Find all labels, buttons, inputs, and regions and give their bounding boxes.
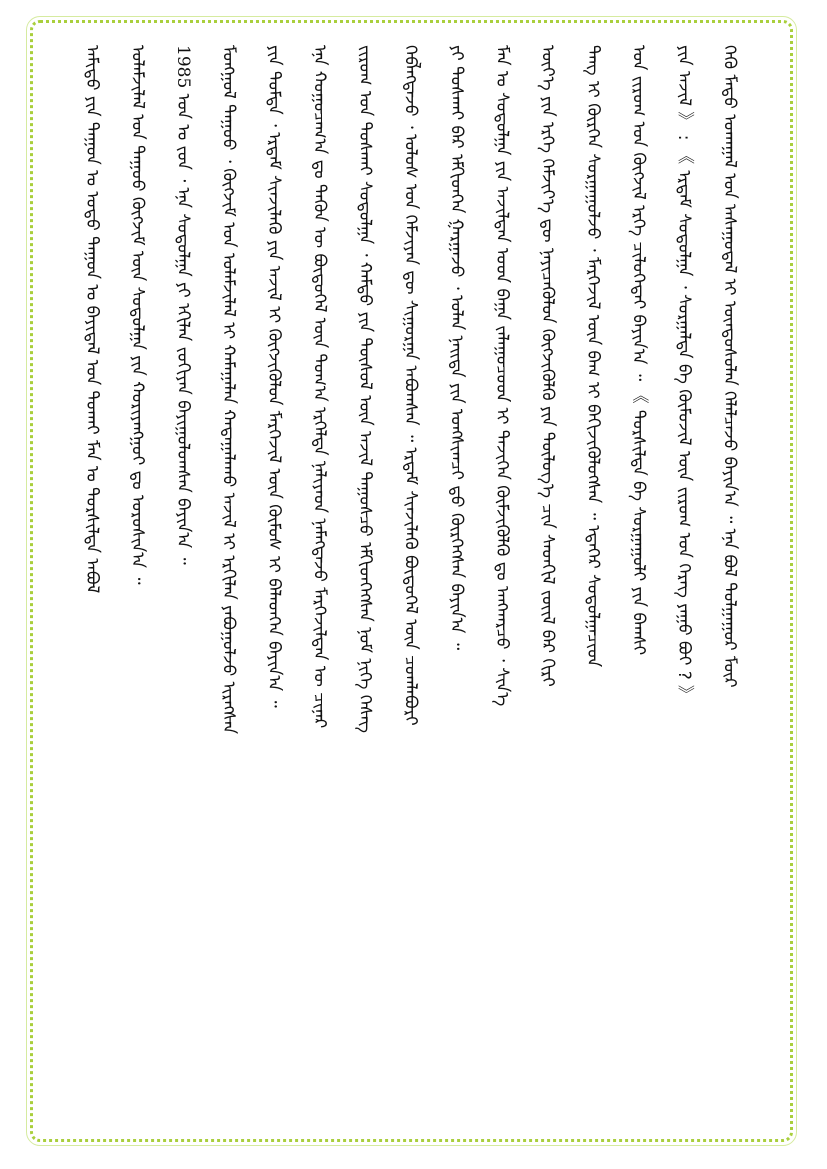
- text-column-13: ᠤᠨ ᠵᠢᠷᠤᠭ ᠤᠨ ᠬᠥᠭᠵᠢᠯ ᠡᠷᠬᠡ ᠴᠢᠯᠥᠭᠡᠲᠡᠢ ᠪᠠᠶᠢᠨ᠎ᠠ ᠃ 《 ᠲᠤᠷᠰᠢᠯᠲᠠ ᠪᠠ ᠰᠤᠷᠭᠠᠭᠤᠯᠢ ᠶᠢᠨ ᠪᠠᠭᠰᠢ: [628, 45, 649, 656]
- text-column-7: ᠵᠢᠷᠤᠭ ᠤᠨ ᠲᠤᠰᠬᠠᠢ ᠰᠤᠳᠤᠯᠭᠠ ᠂ ᠬᠠᠮᠲᠤ ᠶᠢᠨ ᠲᠥᠰᠥᠯ ᠦᠨ ᠠᠵᠢᠯ ᠳᠠᠭᠤᠰᠴᠤ ᠡᠮᠬᠢᠳᠬᠡᠭᠰᠡᠨ ᠨᠣᠮ ᠨᠢᠭᠡ ᠬᠡᠰᠡᠭ: [355, 45, 376, 734]
- text-column-14: ᠶᠢᠨ ᠠᠵᠢᠯ 》 : 《 ᠡᠷᠳᠡᠮ ᠰᠤᠳᠤᠯᠭᠠ ᠂ ᠰᠤᠷᠭᠠᠯᠲᠠ ᠪᠠ ᠬᠦᠮᠦᠵᠢᠯ ᠦᠨ ᠵᠢᠷᠤᠭ ᠤᠨ ᠬᠡᠷᠡᠭ ᠶᠠᠭᠤ ᠪᠤᠢ ? 》: [673, 45, 694, 703]
- text-column-6: ᠡᠨᠡ ᠬᠤᠭᠤᠴᠠᠭ᠎ᠠ ᠳᠤ ᠲᠡᠭᠦᠨ ᠦ ᠪᠦᠲᠦᠭᠡᠯ ᠦᠨ ᠲᠣᠭ᠎ᠠ ᠡᠷᠭᠡᠯᠲᠡ ᠨᠡᠯᠢᠶᠡᠳ ᠨᠡᠮᠡᠭᠳᠡᠵᠦ ᠮᠡᠷᠭᠡᠵᠢᠯᠲᠡᠨ ᠦ ᠴᠢᠨᠠᠷ: [309, 45, 330, 729]
- text-column-5: ᠶᠢᠨ ᠳᠤᠮᠳᠠ ᠂ ᠡᠷᠳᠡᠮ ᠰᠢᠨᠵᠢᠯᠡᠬᠦ ᠶᠢᠨ ᠠᠵᠢᠯ ᠢ ᠬᠥᠭᠵᠢᠭᠦᠯᠦᠨ ᠮᠡᠷᠭᠡᠵᠢᠯ ᠦᠨ ᠬᠦᠮᠦᠰ ᠢ ᠪᠡᠯᠡᠳᠬᠡᠨ ᠪᠠᠶᠢᠨ᠎ᠠ ᠃: [264, 45, 285, 708]
- text-column-10: ᠮᠠᠨ ᠤ ᠰᠤᠳᠤᠯᠭᠠ ᠶᠢᠨ ᠠᠵᠢᠯᠲᠠᠨ ᠤᠳ ᠪᠠᠭᠠ ᠵᠠᠯᠠᠭᠤᠴᠤᠳ ᠢ ᠲᠡᠵᠢᠭᠡᠨ ᠬᠥᠮᠵᠢᠭᠦᠯᠬᠦ ᠳᠤ ᠠᠩᠬᠠᠷᠴᠤ ᠂ ᠰᠢᠨ᠎ᠡ: [491, 45, 512, 707]
- text-column-15: ᠭᠡᠬᠦ ᠮᠡᠲᠦ ᠤᠬᠠᠭᠠᠯ ᠤᠨ ᠠᠰᠠᠭᠤᠳᠠᠯ ᠢ ᠦᠨᠳᠦᠰᠦᠯᠡᠨ ᠬᠡᠯᠡᠯᠴᠡᠵᠦ ᠪᠠᠶᠢᠨ᠎ᠠ ᠃ ᠡᠨᠡ ᠪᠣᠯ ᠲᠤᠯᠭᠠᠭᠤᠷ ᠮᠥᠷ: [719, 45, 740, 688]
- text-column-9: ᠶᠢ ᠲᠤᠰᠬᠠᠢ ᠪᠠᠷ ᠡᠮᠬᠢᠳᠬᠡᠨ ᠭᠠᠷᠭᠠᠵᠤ ᠂ ᠣᠯᠠᠨ ᠨᠡᠢᠲᠡ ᠶᠢᠨ ᠤᠩᠰᠢᠭᠴᠢ ᠳ᠋ᠤ ᠬᠦᠷᠭᠡᠭᠰᠡᠨ ᠪᠠᠶᠢᠨ᠎ᠠ ᠃: [446, 45, 467, 651]
- text-column-4: ᠮᠣᠩᠭᠤᠯ ᠳᠠᠭᠤᠤ ᠂ ᠬᠥᠭᠵᠢᠮ ᠤᠨ ᠤᠯᠠᠮᠵᠢᠯᠠᠯ ᠢ ᠬᠠᠮᠠᠭᠠᠯᠠᠨ ᠬᠠᠳᠠᠭᠠᠯᠠᠬᠤ ᠠᠵᠢᠯ ᠢ ᠡᠷᠬᠢᠯᠡᠨ ᠶᠠᠪᠤᠭᠤᠯᠵᠤ ᠢᠷᠡᠭᠰᠡᠨ: [218, 45, 239, 735]
- text-column-12: ᠲᠡᠩ ᠢ ᠬᠦᠷᠭᠡᠨ ᠰᠤᠷᠭᠠᠭᠤᠯᠵᠤ ᠂ ᠮᠡᠷᠭᠡᠵᠢᠯ ᠦᠨ ᠪᠠᠭ ᠢ ᠪᠡᠬᠢᠵᠢᠭᠦᠯᠦᠭᠰᠡᠨ ᠃ ᠡᠳᠡᠭᠡᠷ ᠰᠤᠳᠤᠯᠭᠠᠴᠢᠳ: [582, 45, 603, 668]
- text-column-3: 1985 ᠣᠨ ᠤ ᠵᠤᠨ ᠂ ᠡᠨᠡ ᠰᠤᠳᠤᠯᠭᠠ ᠶᠢ ᠡᠬᠢᠯᠡᠨ ᠵᠤᠬᠢᠶᠠᠨ ᠪᠠᠶᠢᠭᠤᠯᠤᠭᠰᠠᠨ ᠪᠠᠶᠢᠨ᠎ᠠ ᠃: [173, 45, 194, 565]
- text-column-2: ᠤᠯᠠᠮᠵᠢᠯᠠᠯ ᠤᠨ ᠳᠠᠭᠤᠤ ᠬᠥᠭᠵᠢᠮ ᠦᠨ ᠰᠤᠳᠤᠯᠭᠠ ᠶᠢᠨ ᠬᠤᠷᠢᠶᠠᠩᠭᠤᠢ ᠳᠤ ᠣᠷᠤᠰᠢᠨ᠎ᠠ ᠃: [127, 45, 148, 585]
- text-column-1: ᠠᠮᠢᠳᠤ ᠶᠢᠨ ᠲᠠᠭᠤᠨ ᠤ ᠣᠳᠣ ᠳᠠᠭᠤᠨ ᠤ ᠪᠠᠶᠢᠳᠠᠯ ᠤᠨ ᠲᠤᠬᠠᠢ ᠮᠠᠨ ᠤ ᠲᠤᠷᠰᠢᠯᠲᠠ ᠠᠪᠤᠯ: [82, 45, 102, 594]
- mongolian-text-body: [75, 45, 745, 1125]
- text-column-11: ᠦᠶ᠎ᠡ ᠶᠢᠨ ᠡᠷᠬᠡ ᠬᠡᠮᠵᠢᠶ᠎ᠡ ᠳᠦ ᠨᠡᠶᠢᠴᠡᠭᠦᠯᠦᠨ ᠬᠥᠭᠵᠢᠭᠦᠯᠬᠦ ᠶᠢᠨ ᠲᠥᠯᠥᠭ᠎ᠡ ᠴᠢᠨ ᠰᠡᠳᠬᠢᠯ ᠵᠦᠢᠯ ᠪᠠᠷ ᠬᠢᠷᠢ: [537, 45, 558, 687]
- text-column-8: ᠬᠡᠪᠯᠡᠭᠳᠡᠵᠦ ᠂ ᠤᠯᠤᠰ ᠤᠨ ᠬᠡᠮᠵᠢᠶᠡᠨ ᠳᠦ ᠰᠢᠭᠤᠷᠭᠠ ᠠᠪᠤᠭᠰᠠᠨ ᠃ ᠡᠷᠳᠡᠮ ᠰᠢᠨᠵᠢᠯᠡᠬᠦ ᠪᠦᠲᠦᠭᠡᠯ ᠦᠨ ᠴᠤᠭᠯᠠᠪᠤᠷᠢ: [400, 45, 421, 726]
